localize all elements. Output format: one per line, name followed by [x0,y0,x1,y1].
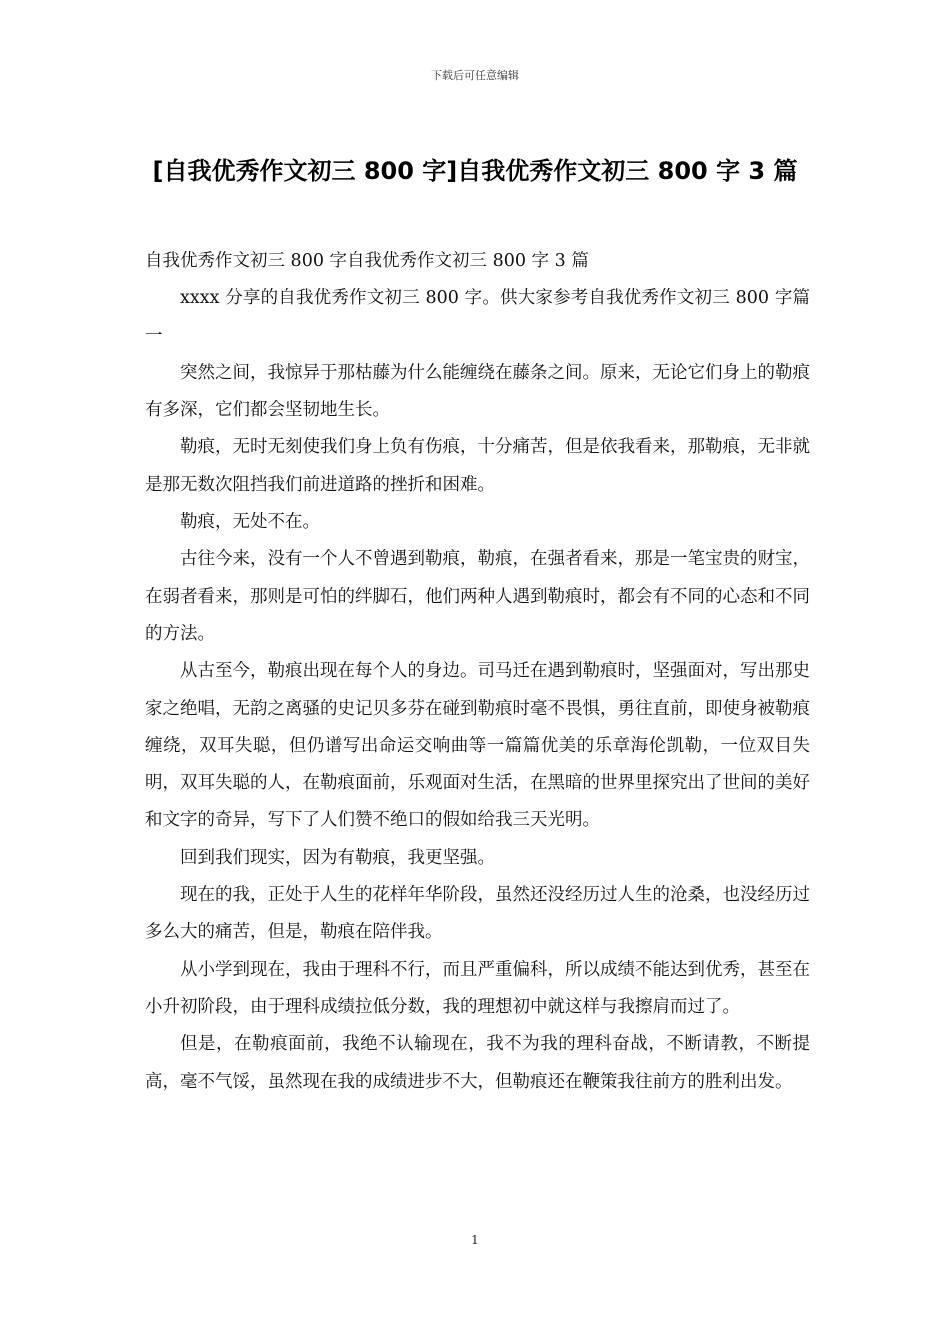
paragraph: 现在的我，正处于人生的花样年华阶段，虽然还没经历过人生的沧桑，也没经历过多么大的痛苦，但是，勒痕在陪伴我。 [145,885,810,943]
paragraph: 从小学到现在，我由于理科不行，而且严重偏科，所以成绩不能达到优秀，甚至在小升初阶段，由于理科成绩拉低分数，我的理想初中就这样与我擦肩而过了。 [145,959,810,1017]
paragraph: 古往今来，没有一个人不曾遇到勒痕，勒痕，在强者看来，那是一笔宝贵的财宝，在弱者看来，那则是可怕的绊脚石，他们两种人遇到勒痕时，都会有不同的心态和不同的方法。 [145,549,810,644]
paragraph: 回到我们现实，因为有勒痕，我更坚强。 [180,847,495,868]
paragraph: 但是，在勒痕面前，我绝不认输现在，我不为我的理科奋战，不断请教，不断提高，毫不气馁，虽然现在我的成绩进步不大，但勒痕还在鞭策我往前方的胜利出发。 [145,1034,810,1092]
paragraph: 勒痕，无时无刻使我们身上负有伤痕，十分痛苦，但是依我看来，那勒痕，无非就是那无数次阻挡我们前进道路的挫折和困难。 [145,437,810,495]
paragraph: 突然之间，我惊异于那枯藤为什么能缠绕在藤条之间。原来，无论它们身上的勒痕有多深，它们都会坚韧地生长。 [145,362,810,421]
paragraph: xxxx 分享的自我优秀作文初三 800 字。供大家参考自我优秀作文初三 800 字篇一 [145,288,810,346]
header-note: 下载后可任意编辑 [431,69,519,82]
paragraph: 勒痕，无处不在。 [180,512,320,533]
document-title: [自我优秀作文初三 800 字]自我优秀作文初三 800 字 3 篇 [152,157,798,185]
document-body [145,243,810,1101]
paragraph: 从古至今，勒痕出现在每个人的身边。司马迁在遇到勒痕时，坚强面对，写出那史家之绝唱，无韵之离骚的史记贝多芬在碰到勒痕时毫不畏惧，勇往直前，即使身被勒痕缠绕，双耳失聪，但仍谱写出命运交响曲等一篇篇优美的乐章海伦凯勒，一位双目失明，双耳失聪的人，在勒痕面前，乐观面对生活，在黑暗的世界里探究出了世间的美好和文字的奇异，写下了人们赞不绝口的假如给我三天光明。 [145,661,810,831]
page-number: 1 [471,1233,479,1247]
paragraph: 自我优秀作文初三 800 字自我优秀作文初三 800 字 3 篇 [145,251,589,271]
